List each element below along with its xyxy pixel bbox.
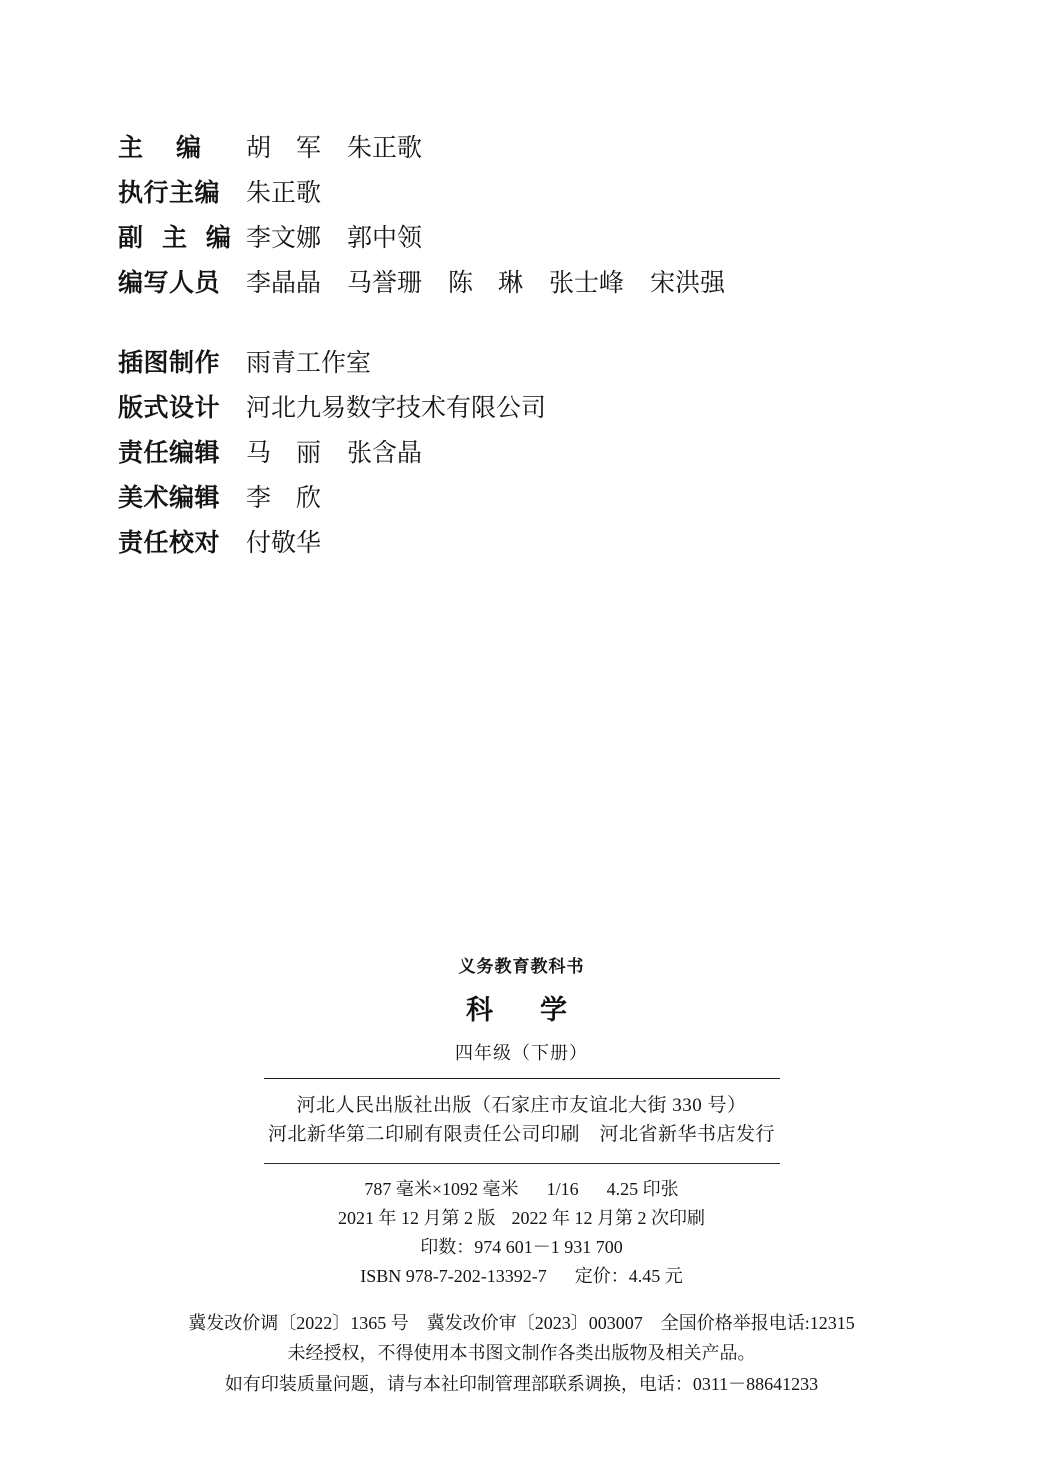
credit-value [246,128,422,164]
isbn: ISBN 978-7-202-13392-7 [360,1266,547,1287]
credit-label: 责任编辑 [118,439,221,467]
credit-name: 马誉珊 [347,270,423,297]
printer-line: 河北新华第二印刷有限责任公司印刷 河北省新华书店发行 [267,1124,775,1146]
print-sheets: 4.25 印张 [606,1178,679,1199]
credit-value [246,523,321,559]
credit-value [246,263,725,299]
credit-name: 雨青工作室 [246,350,372,377]
credit-value [246,433,422,469]
credit-row [118,263,918,299]
credit-value [246,478,321,514]
credit-row [118,218,918,254]
divider-top [264,1078,780,1079]
legal-line-quality: 如有印装质量问题，请与本社印制管理部联系调换，电话：0311－88641233 [224,1373,819,1394]
credit-label: 主 编 [118,134,214,162]
spec-line-copies: 印数：974 601－1 931 700 [420,1237,623,1258]
credit-name: 朱正歌 [347,135,423,162]
credit-row [118,523,918,559]
publisher-line: 河北人民出版社出版（石家庄市友谊北大街 330 号） [296,1095,747,1116]
credit-value [246,343,371,379]
price-report-hotline: 全国价格举报电话:12315 [660,1312,855,1333]
credit-name: 郭中领 [347,225,423,252]
spec-line-isbn [0,1262,1043,1291]
format-ratio: 1/16 [546,1178,579,1199]
credit-name: 李文娜 [246,225,322,252]
credit-label: 副 主 编 [118,224,237,252]
legal-block [0,1308,1043,1400]
credit-value [246,218,422,254]
divider-bottom [264,1163,780,1164]
credit-label: 版式设计 [118,394,221,422]
credit-name: 河北九易数字技术有限公司 [246,395,547,422]
legal-line-codes [0,1308,1043,1339]
publisher-block [0,1091,1043,1150]
credit-row [118,128,918,164]
colophon-section [0,952,1043,1399]
credit-label: 编写人员 [118,269,221,297]
credits-section [118,128,918,568]
credit-row [118,173,918,209]
credit-value [246,388,546,424]
credit-name: 马 丽 [246,440,322,467]
credit-label: 美术编辑 [118,484,221,512]
credit-name: 李 欣 [246,485,322,512]
edition: 2021 年 12 月第 2 版 [338,1208,496,1229]
credit-name: 胡 军 [246,135,322,162]
credit-label: 执行主编 [118,179,221,207]
grade-volume: 四年级（下册） [455,1043,588,1063]
printing: 2022 年 12 月第 2 次印刷 [511,1208,705,1229]
credit-row [118,478,918,514]
price: 定价：4.45 元 [574,1266,683,1287]
spec-line-format [0,1175,1043,1204]
credit-name: 宋洪强 [650,270,726,297]
series-title: 义务教育教科书 [458,957,585,976]
credit-row [118,388,918,424]
subject-title: 科 学 [466,995,577,1025]
credit-row [118,343,918,379]
credit-name: 张含晶 [347,440,423,467]
credit-label: 责任校对 [118,529,221,557]
legal-line-copyright: 未经授权，不得使用本书图文制作各类出版物及相关产品。 [287,1343,756,1364]
credit-value [246,173,321,209]
credit-row [118,433,918,469]
price-adjust-code: 冀发改价调〔2022〕1365 号 [188,1312,409,1333]
specification-block [0,1175,1043,1292]
spec-line-edition [0,1204,1043,1233]
credit-label: 插图制作 [118,349,221,377]
credit-name: 张士峰 [549,270,625,297]
credit-name: 付敬华 [246,530,322,557]
credit-name: 朱正歌 [246,180,322,207]
paper-size: 787 毫米×1092 毫米 [364,1178,519,1199]
credit-name: 李晶晶 [246,270,322,297]
price-review-code: 冀发改价审〔2023〕003007 [426,1312,643,1333]
credit-name: 陈 琳 [448,270,524,297]
